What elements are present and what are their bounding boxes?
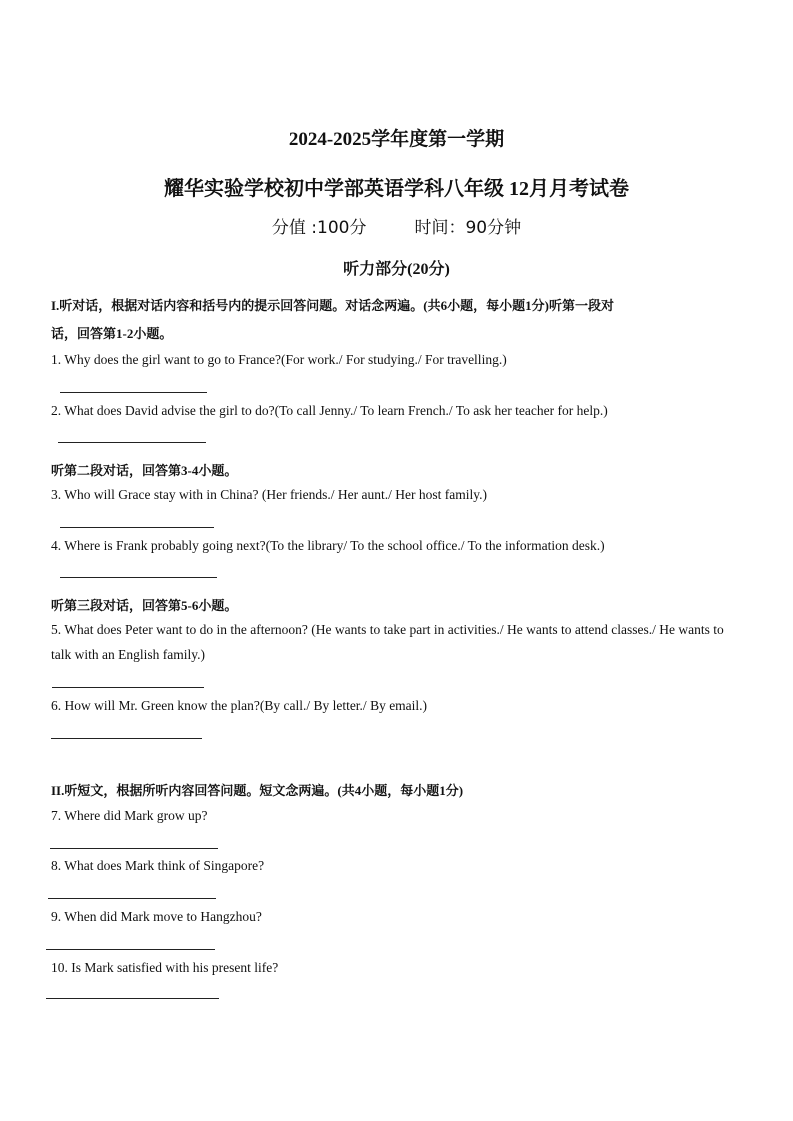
question-1: 1. Why does the girl want to go to France?(For work./ For studying./ For travelling.) [51,352,507,367]
question-8: 8. What does Mark think of Singapore? [51,858,265,873]
answer-blank-3[interactable] [60,527,214,528]
answer-blank-5[interactable] [52,687,204,688]
part2-instruction: II.听短文，根据所听内容回答问题。短文念两遍。(共4小题，每小题1分) [51,783,464,798]
answer-blank-9[interactable] [46,949,215,950]
part1-instruction-line1: I.听对话，根据对话内容和括号内的提示回答问题。对话念两遍。(共6小题，每小题1分)听第一段对 [51,298,614,313]
answer-blank-7[interactable] [50,848,218,849]
question-7: 7. Where did Mark grow up? [51,808,208,823]
question-9: 9. When did Mark move to Hangzhou? [51,909,262,924]
question-5: 5. What does Peter want to do in the afternoon? (He wants to take part in activities./ He wants to attend classes./ He wants to talk with an English family.) [51,622,724,662]
answer-blank-4[interactable] [60,577,217,578]
score-label: 分值 :100分 [271,218,367,238]
answer-blank-2[interactable] [58,442,206,443]
answer-blank-6[interactable] [51,738,202,739]
time-label: 时间：90分钟 [414,218,522,238]
dialog-3-instruction: 听第三段对话，回答第5-6小题。 [51,598,238,613]
school-year-title: 2024-2025学年度第一学期 [288,129,505,150]
answer-blank-10[interactable] [46,998,219,999]
part1-instruction-line2: 话，回答第1-2小题。 [51,326,173,341]
exam-title: 耀华实验学校初中学部英语学科八年级 12月月考试卷 [164,178,629,200]
exam-meta [0,213,793,238]
question-4: 4. Where is Frank probably going next?(To the library/ To the school office./ To the information desk.) [51,538,605,553]
answer-blank-8[interactable] [48,898,216,899]
listening-heading: 听力部分(20分) [343,261,450,278]
dialog-2-instruction: 听第二段对话，回答第3-4小题。 [51,463,238,478]
question-3: 3. Who will Grace stay with in China? (Her friends./ Her aunt./ Her host family.) [51,487,488,502]
answer-blank-1[interactable] [60,392,207,393]
question-10: 10. Is Mark satisfied with his present life? [51,960,279,975]
question-6: 6. How will Mr. Green know the plan?(By call./ By letter./ By email.) [51,698,428,713]
question-2: 2. What does David advise the girl to do?(To call Jenny./ To learn French./ To ask her teacher for help.) [51,403,608,418]
